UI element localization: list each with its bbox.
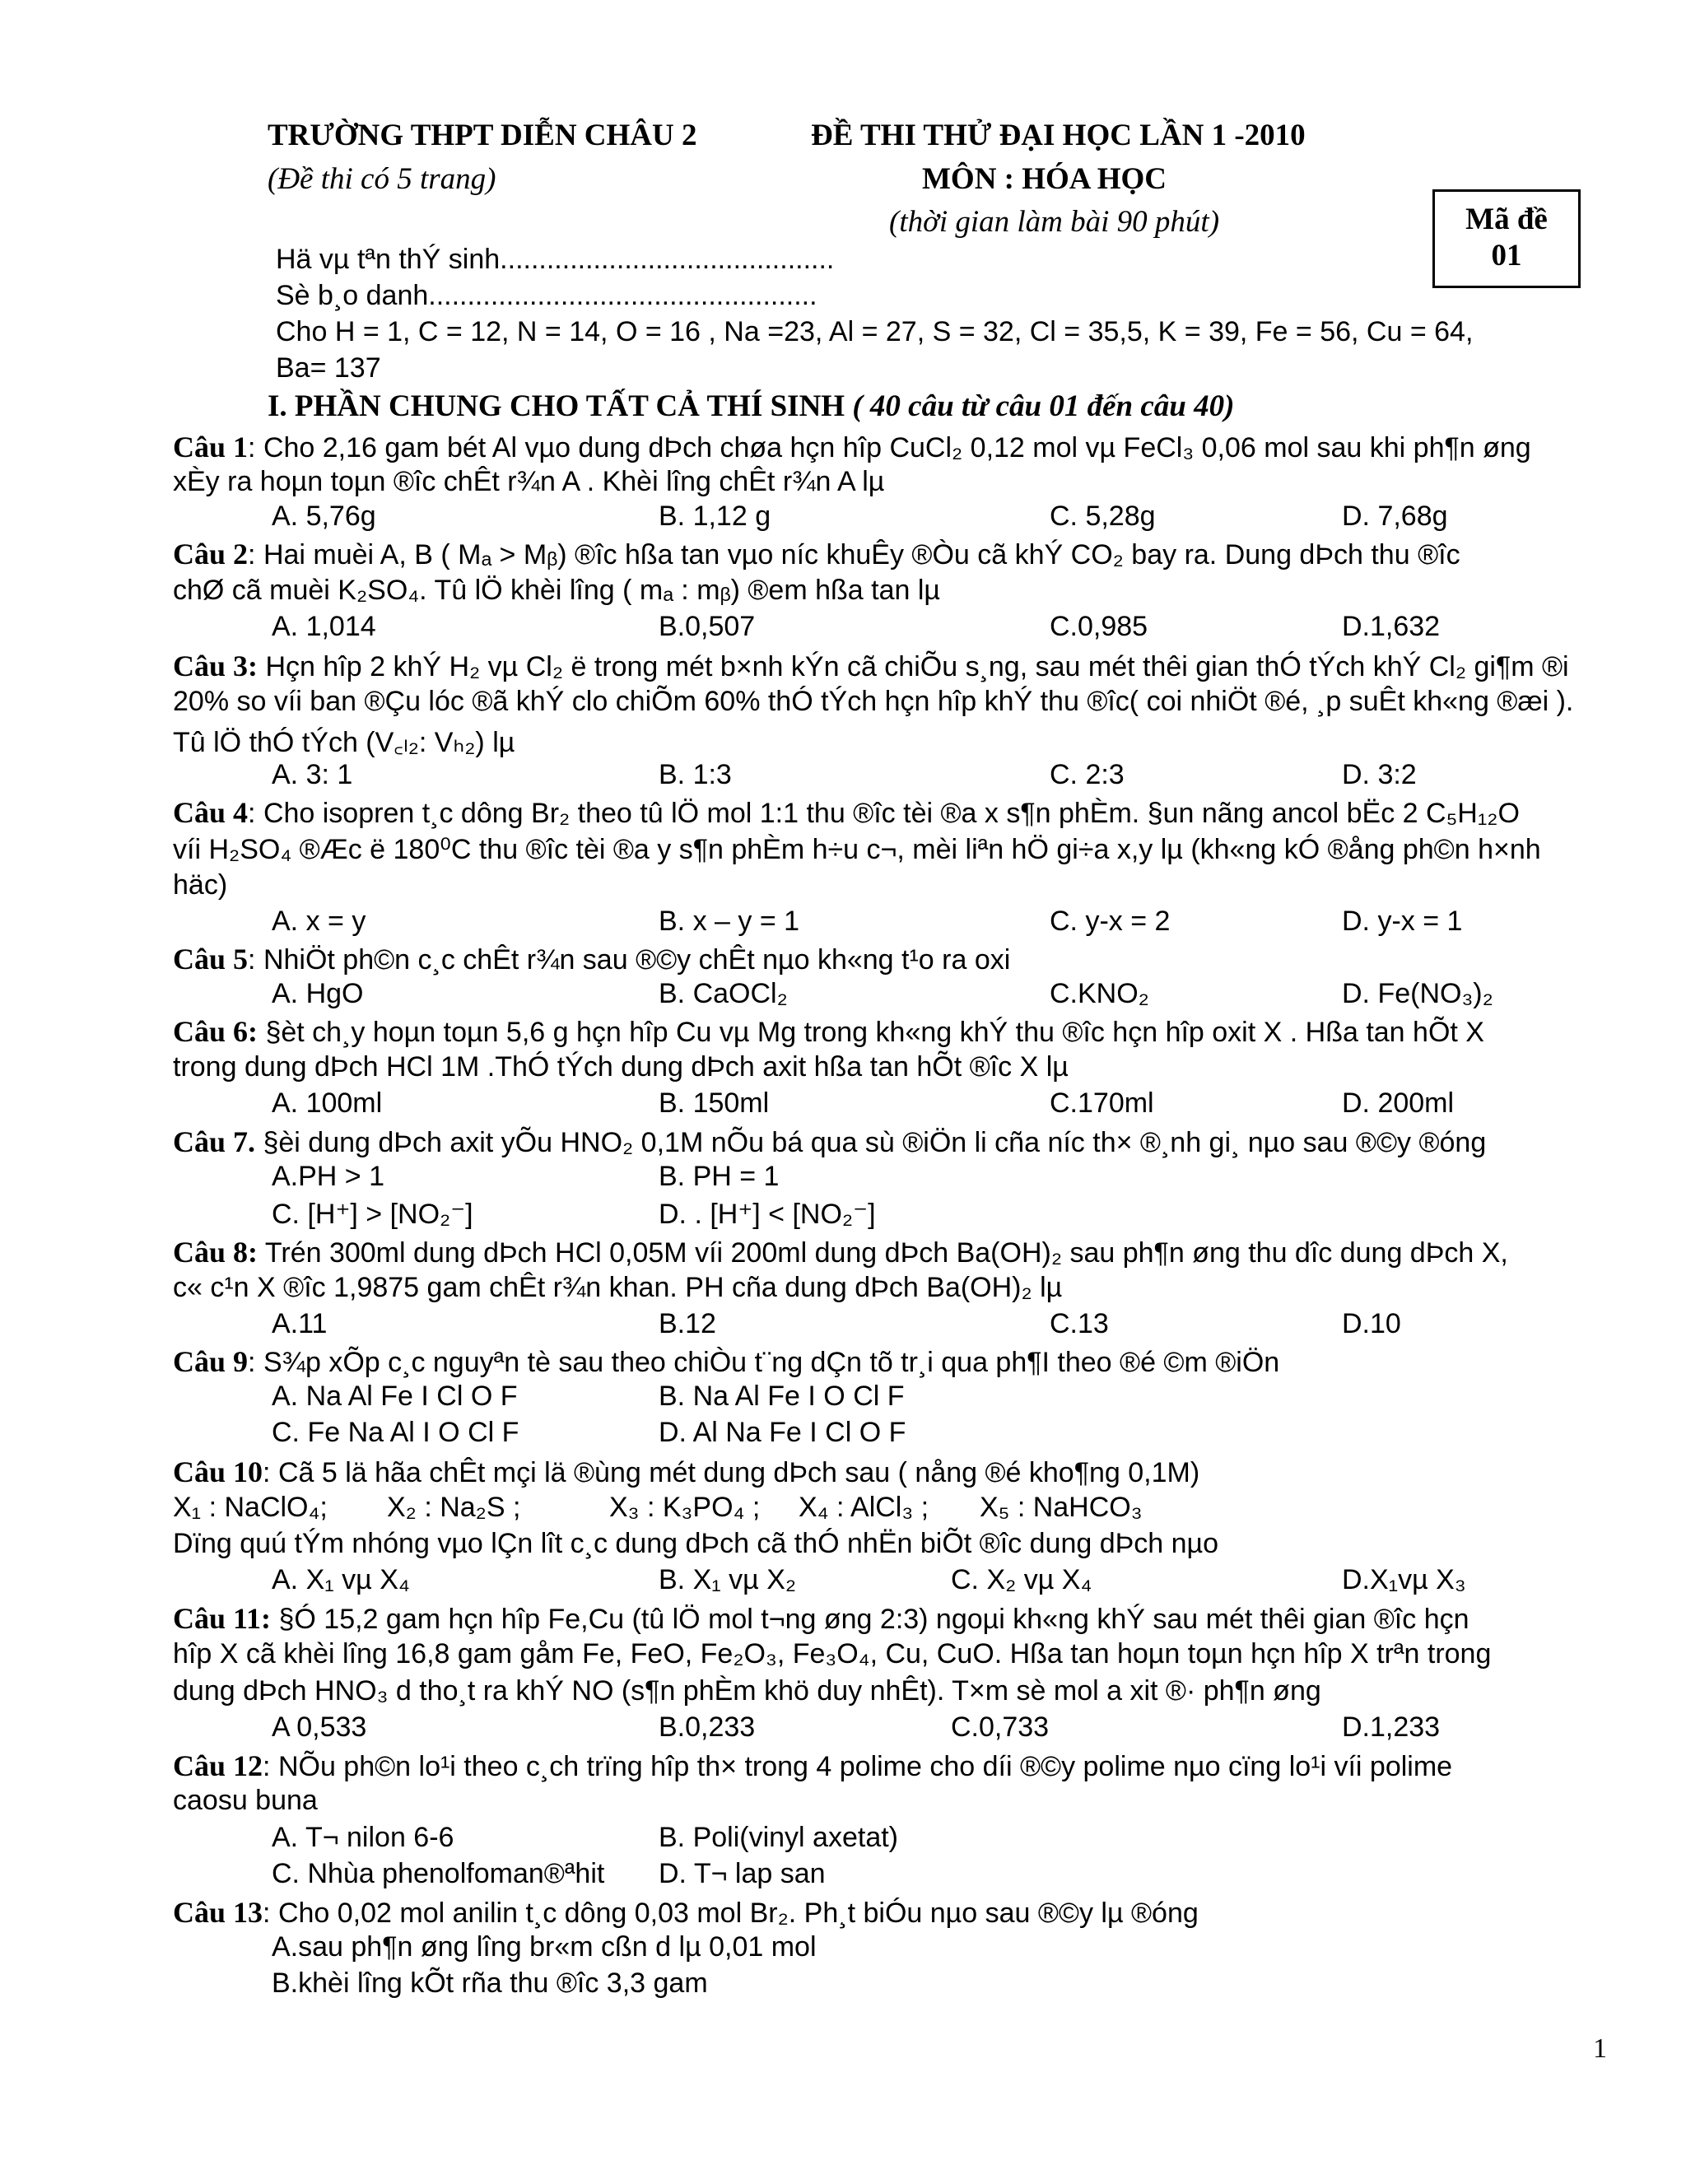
question-text-cont: trong dung dÞch HCl 1M .ThÓ tÝch dung dÞch axit hßa tan hÕt ®îc X lµ xyxy=(173,1051,1069,1083)
school-name: TRƯỜNG THPT DIỄN CHÂU 2 xyxy=(268,119,697,152)
section-heading xyxy=(268,389,1234,424)
question-text: Cã 5 lä hãa chÊt mçi lä ®ùng mét dung dÞch sau ( nång ®é kho¶ng 0,1M) xyxy=(277,1457,1200,1488)
option-a: A.11 xyxy=(272,1308,328,1339)
question-text-cont: häc) xyxy=(173,869,228,901)
option-d: D.1,632 xyxy=(1342,611,1441,642)
question-label: Câu 6: xyxy=(173,1015,258,1048)
option-c: C. Fe Na Al I O Cl F xyxy=(272,1417,519,1448)
question-text: S¾p xÕp c¸c nguyªn tè sau theo chiÒu t¨ng dÇn tõ tr¸i qua ph¶I theo ®é ©m ®iÖn xyxy=(263,1347,1280,1378)
option-b: B. CaOCl₂ xyxy=(659,978,788,1009)
candidate-id-line: Sè b¸o danh.................................................. xyxy=(276,280,817,311)
option-c: C. Nhùa phenolfoman®ªhit xyxy=(272,1858,605,1889)
question-label: Câu 11: xyxy=(173,1602,272,1635)
time-note: (thời gian làm bài 90 phút) xyxy=(889,205,1220,239)
option-a: A. HgO xyxy=(272,978,364,1009)
question-3 xyxy=(173,649,1569,683)
question-label: Câu 9 xyxy=(173,1345,249,1378)
exam-code-box xyxy=(1432,189,1581,288)
question-text: Cho 0,02 mol anilin t¸c dông 0,03 mol Br₂. Ph¸t biÓu nµo sau ®©y lµ ®óng xyxy=(277,1898,1199,1929)
reagent-x5: X₅ : NaHCO₃ xyxy=(980,1492,1143,1523)
option-c: C.0,733 xyxy=(951,1711,1050,1743)
question-text-cont: caosu buna xyxy=(173,1785,318,1816)
option-d: D.X₁vµ X₃ xyxy=(1342,1564,1466,1595)
option-a: A. X₁ vµ X₄ xyxy=(272,1564,410,1595)
question-5: Câu 5: NhiÖt ph©n c¸c chÊt r¾n sau ®©y chÊt nµo kh«ng t¹o ra oxi xyxy=(173,943,1011,976)
question-label: Câu 13 xyxy=(173,1896,263,1929)
question-text: §èi dung dÞch axit yÕu HNO₂ 0,1M nÕu bá qua sù ®iÖn li cña níc th× ®¸nh gi¸ nµo sau ®©y ®óng xyxy=(263,1127,1487,1158)
question-label: Câu 10 xyxy=(173,1455,263,1488)
option-a: A. x = y xyxy=(272,906,366,937)
exam-title: ĐỀ THI THỬ ĐẠI HỌC LẦN 1 -2010 xyxy=(811,119,1306,152)
option-c: C.170ml xyxy=(1050,1087,1154,1119)
option-b: B.12 xyxy=(659,1308,716,1339)
page-number: 1 xyxy=(1593,2033,1607,2064)
question-text-cont: Dïng quú tÝm nhóng vµo lÇn lît c¸c dung dÞch cã thÓ nhËn biÕt ®îc dung dÞch nµo xyxy=(173,1528,1219,1559)
question-9: Câu 9: S¾p xÕp c¸c nguyªn tè sau theo chiÒu t¨ng dÇn tõ tr¸i qua ph¶I theo ®é ©m ®iÖn xyxy=(173,1345,1280,1378)
reagent-x3: X₃ : K₃PO₄ ; xyxy=(609,1492,761,1523)
question-12: Câu 12: NÕu ph©n lo¹i theo c¸ch trïng hîp th× trong 4 polime cho díi ®©y polime nµo cïng lo¹i víi polime xyxy=(173,1749,1453,1782)
option-a: A. 1,014 xyxy=(272,611,376,642)
atomic-masses-line2: Ba= 137 xyxy=(276,352,381,384)
option-d: D. Fe(NO₃)₂ xyxy=(1342,978,1493,1009)
question-13: Câu 13: Cho 0,02 mol anilin t¸c dông 0,03 mol Br₂. Ph¸t biÓu nµo sau ®©y lµ ®óng xyxy=(173,1896,1199,1929)
option-d: D. 7,68g xyxy=(1342,501,1448,532)
option-d: D.1,233 xyxy=(1342,1711,1441,1743)
option-c: C. y-x = 2 xyxy=(1050,906,1171,937)
question-text-cont: Tû lÖ thÓ tÝch (V꜀ₗ₂: Vₕ₂) lµ xyxy=(173,727,515,758)
option-b: B.khèi lîng kÕt rña thu ®îc 3,3 gam xyxy=(272,1967,708,1999)
question-text: Trén 300ml dung dÞch HCl 0,05M víi 200ml dung dÞch Ba(OH)₂ sau ph¶n øng thu dîc dung dÞch X, xyxy=(264,1237,1508,1269)
candidate-name-line: Hä vµ tªn thÝ sinh........................................... xyxy=(276,244,835,275)
option-c: C.KNO₂ xyxy=(1050,978,1149,1009)
option-a: A. 100ml xyxy=(272,1087,383,1119)
option-c: C.0,985 xyxy=(1050,611,1148,642)
option-d: D. T¬ lap san xyxy=(659,1858,826,1889)
option-b: B. 1,12 g xyxy=(659,501,771,532)
question-text-cont: 20% so víi ban ®Çu lóc ®ã khÝ clo chiÕm 60% thÓ tÝch hçn hîp khÝ thu ®îc( coi nhiÖt ®é, ¸p suÊt kh«ng ®æi ). xyxy=(173,686,1574,717)
question-text: Hçn hîp 2 khÝ H₂ vµ Cl₂ ë trong mét b×nh kÝn cã chiÕu s¸ng, sau mét thêi gian thÓ tÝch khÝ Cl₂ gi¶m ®i xyxy=(265,651,1569,682)
option-b: B. PH = 1 xyxy=(659,1161,780,1192)
exam-code-value: 01 xyxy=(1491,239,1522,272)
question-label: Câu 5 xyxy=(173,943,249,976)
question-text-cont: chØ cã muèi K₂SO₄. Tû lÖ khèi lîng ( mₐ : mᵦ) ®em hßa tan lµ xyxy=(173,575,940,606)
subject: MÔN : HÓA HỌC xyxy=(922,162,1167,196)
question-label: Câu 8: xyxy=(173,1236,258,1269)
option-a: A. Na Al Fe I Cl O F xyxy=(272,1381,518,1412)
pages-note: (Đề thi có 5 trang) xyxy=(268,162,496,196)
option-a: A. T¬ nilon 6-6 xyxy=(272,1822,454,1853)
option-c: C. X₂ vµ X₄ xyxy=(951,1564,1092,1595)
reagent-x4: X₄ : AlCl₃ ; xyxy=(799,1492,929,1523)
question-text: NÕu ph©n lo¹i theo c¸ch trïng hîp th× trong 4 polime cho díi ®©y polime nµo cïng lo¹i víi polime xyxy=(277,1751,1453,1782)
question-text: NhiÖt ph©n c¸c chÊt r¾n sau ®©y chÊt nµo kh«ng t¹o ra oxi xyxy=(263,944,1011,976)
option-b: B. Poli(vinyl axetat) xyxy=(659,1822,898,1853)
question-1: Câu 1: Cho 2,16 gam bét Al vµo dung dÞch chøa hçn hîp CuCl₂ 0,12 mol vµ FeCl₃ 0,06 mol sau khi ph¶n øng xyxy=(173,431,1531,463)
option-d: D. y-x = 1 xyxy=(1342,906,1463,937)
question-text-cont: xÈy ra hoµn toµn ®îc chÊt r¾n A . Khèi lîng chÊt r¾n A lµ xyxy=(173,466,885,497)
question-label: Câu 12 xyxy=(173,1749,263,1782)
question-text: Cho 2,16 gam bét Al vµo dung dÞch chøa hçn hîp CuCl₂ 0,12 mol vµ FeCl₃ 0,06 mol sau khi ph¶n øng xyxy=(263,432,1531,463)
atomic-masses-line1: Cho H = 1, C = 12, N = 14, O = 16 , Na =23, Al = 27, S = 32, Cl = 35,5, K = 39, Fe = 56, Cu = 64, xyxy=(276,316,1474,347)
option-a: A 0,533 xyxy=(272,1711,367,1743)
option-b: B. X₁ vµ X₂ xyxy=(659,1564,797,1595)
option-b: B.0,233 xyxy=(659,1711,756,1743)
question-label: Câu 1 xyxy=(173,431,249,463)
question-4: Câu 4: Cho isopren t¸c dông Br₂ theo tû lÖ mol 1:1 thu ®îc tèi ®a x s¶n phÈm. §un nãng ancol bËc 2 C₅H₁₂O xyxy=(173,796,1520,829)
option-b: B. x – y = 1 xyxy=(659,906,800,937)
option-d: D. 200ml xyxy=(1342,1087,1455,1119)
option-d: D.10 xyxy=(1342,1308,1401,1339)
question-text: Cho isopren t¸c dông Br₂ theo tû lÖ mol 1:1 thu ®îc tèi ®a x s¶n phÈm. §un nãng ancol bËc 2 C₅H₁₂O xyxy=(263,798,1520,829)
reagent-x1: X₁ : NaClO₄; xyxy=(173,1492,328,1523)
section-title: I. PHẦN CHUNG CHO TẤT CẢ THÍ SINH xyxy=(268,389,845,423)
option-a: A.PH > 1 xyxy=(272,1161,385,1192)
question-6 xyxy=(173,1014,1484,1049)
option-c: C. 5,28g xyxy=(1050,501,1156,532)
question-text: §èt ch¸y hoµn toµn 5,6 g hçn hîp Cu vµ Mg trong kh«ng khÝ thu ®îc hçn hîp oxit X . Hßa tan hÕt X xyxy=(265,1017,1484,1048)
question-text-cont: víi H₂SO₄ ®Æc ë 180⁰C thu ®îc tèi ®a y s¶n phÈm h÷u c¬, mèi liªn hÖ gi÷a x,y lµ (kh«ng kÓ ®ång ph©n h×nh xyxy=(173,834,1541,865)
question-11 xyxy=(173,1601,1469,1636)
question-label: Câu 7. xyxy=(173,1125,256,1158)
option-a: A. 3: 1 xyxy=(272,759,353,790)
question-8 xyxy=(173,1235,1508,1269)
option-c: C. [H⁺] > [NO₂⁻] xyxy=(272,1199,473,1230)
option-d: D. 3:2 xyxy=(1342,759,1417,790)
option-b: B.0,507 xyxy=(659,611,756,642)
option-b: B. 150ml xyxy=(659,1087,770,1119)
option-b: B. 1:3 xyxy=(659,759,732,790)
option-c: C. 2:3 xyxy=(1050,759,1125,790)
question-text: §Ó 15,2 gam hçn hîp Fe,Cu (tû lÖ mol t¬ng øng 2:3) ngoµi kh«ng khÝ sau mét thêi gian ®îc hçn xyxy=(278,1604,1469,1635)
question-text: Hai muèi A, B ( Mₐ > Mᵦ) ®îc hßa tan vµo níc khuÊy ®Òu cã khÝ CO₂ bay ra. Dung dÞch thu ®îc xyxy=(263,539,1460,570)
question-label: Câu 3: xyxy=(173,650,258,682)
reagent-x2: X₂ : Na₂S ; xyxy=(387,1492,521,1523)
question-label: Câu 2 xyxy=(173,538,249,570)
option-b: B. Na Al Fe I O Cl F xyxy=(659,1381,905,1412)
question-text-cont: hîp X cã khèi lîng 16,8 gam gåm Fe, FeO, Fe₂O₃, Fe₃O₄, Cu, CuO. Hßa tan hoµn toµn hçn hîp X trªn trong xyxy=(173,1638,1492,1669)
question-label: Câu 4 xyxy=(173,796,249,829)
option-a: A.sau ph¶n øng lîng br«m cßn d lµ 0,01 mol xyxy=(272,1931,817,1963)
question-text-cont: dung dÞch HNO₃ d tho¸t ra khÝ NO (s¶n phÈm khö duy nhÊt). T×m sè mol a xit ®· ph¶n øng xyxy=(173,1675,1321,1707)
option-a: A. 5,76g xyxy=(272,501,376,532)
option-d: D. . [H⁺] < [NO₂⁻] xyxy=(659,1199,876,1230)
section-subtitle: ( 40 câu từ câu 01 đến câu 40) xyxy=(845,389,1235,423)
option-c: C.13 xyxy=(1050,1308,1109,1339)
question-text-cont: c« c¹n X ®îc 1,9875 gam chÊt r¾n khan. PH cña dung dÞch Ba(OH)₂ lµ xyxy=(173,1272,1063,1303)
exam-code-label: Mã đề xyxy=(1465,203,1548,236)
question-7 xyxy=(173,1125,1486,1159)
option-d: D. Al Na Fe I Cl O F xyxy=(659,1417,906,1448)
question-10: Câu 10: Cã 5 lä hãa chÊt mçi lä ®ùng mét dung dÞch sau ( nång ®é kho¶ng 0,1M) xyxy=(173,1455,1200,1488)
question-2: Câu 2: Hai muèi A, B ( Mₐ > Mᵦ) ®îc hßa tan vµo níc khuÊy ®Òu cã khÝ CO₂ bay ra. Dung dÞch thu ®îc xyxy=(173,538,1460,570)
